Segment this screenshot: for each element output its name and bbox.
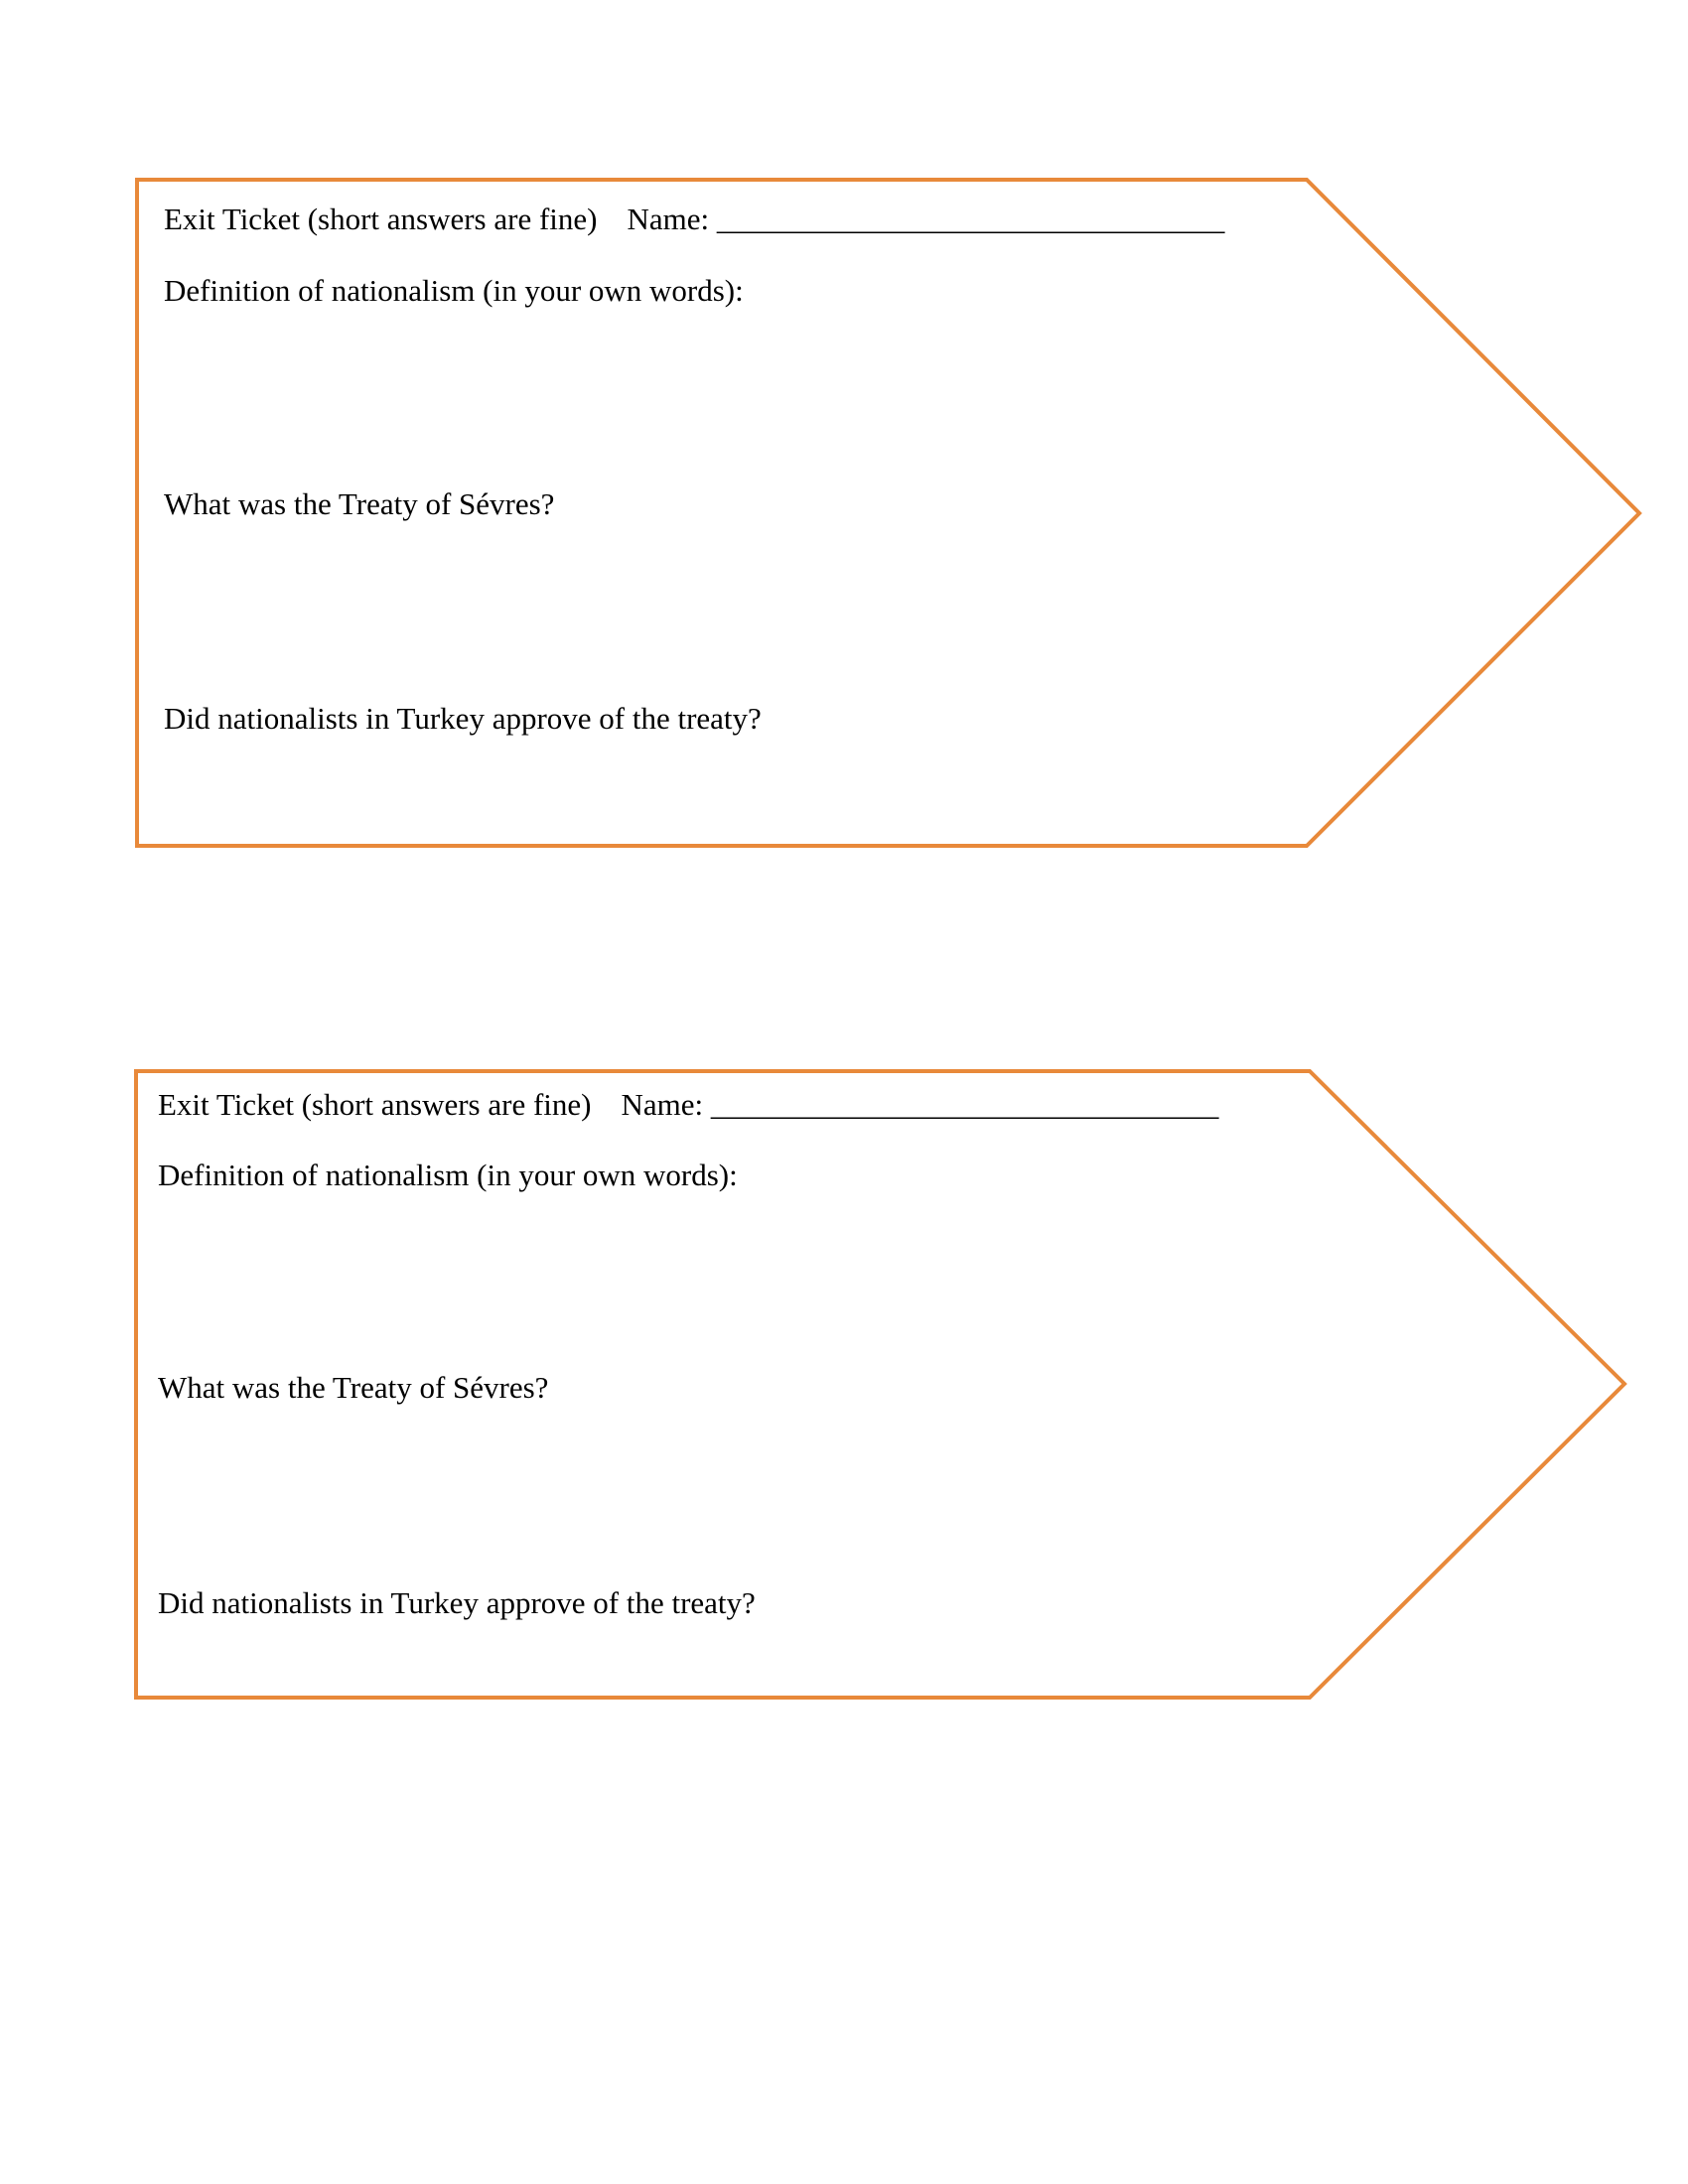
question-nationalism-definition: Definition of nationalism (in your own words): [158,1158,738,1192]
question-nationalists-approval: Did nationalists in Turkey approve of the treaty? [158,1585,756,1620]
question-nationalists-approval: Did nationalists in Turkey approve of the treaty? [164,701,762,736]
question-treaty-of-sevres: What was the Treaty of Sévres? [158,1370,549,1405]
name-blank[interactable]: _________________________________ [716,202,1225,236]
ticket-header [158,1087,1218,1123]
name-label: Name: [621,1087,704,1122]
name-label: Name: [627,202,710,236]
question-nationalism-definition: Definition of nationalism (in your own words): [164,273,744,308]
question-treaty-of-sevres: What was the Treaty of Sévres? [164,486,555,521]
name-blank[interactable]: _________________________________ [710,1087,1219,1122]
ticket-title: Exit Ticket (short answers are fine) [158,1087,592,1122]
ticket-title: Exit Ticket (short answers are fine) [164,202,598,236]
